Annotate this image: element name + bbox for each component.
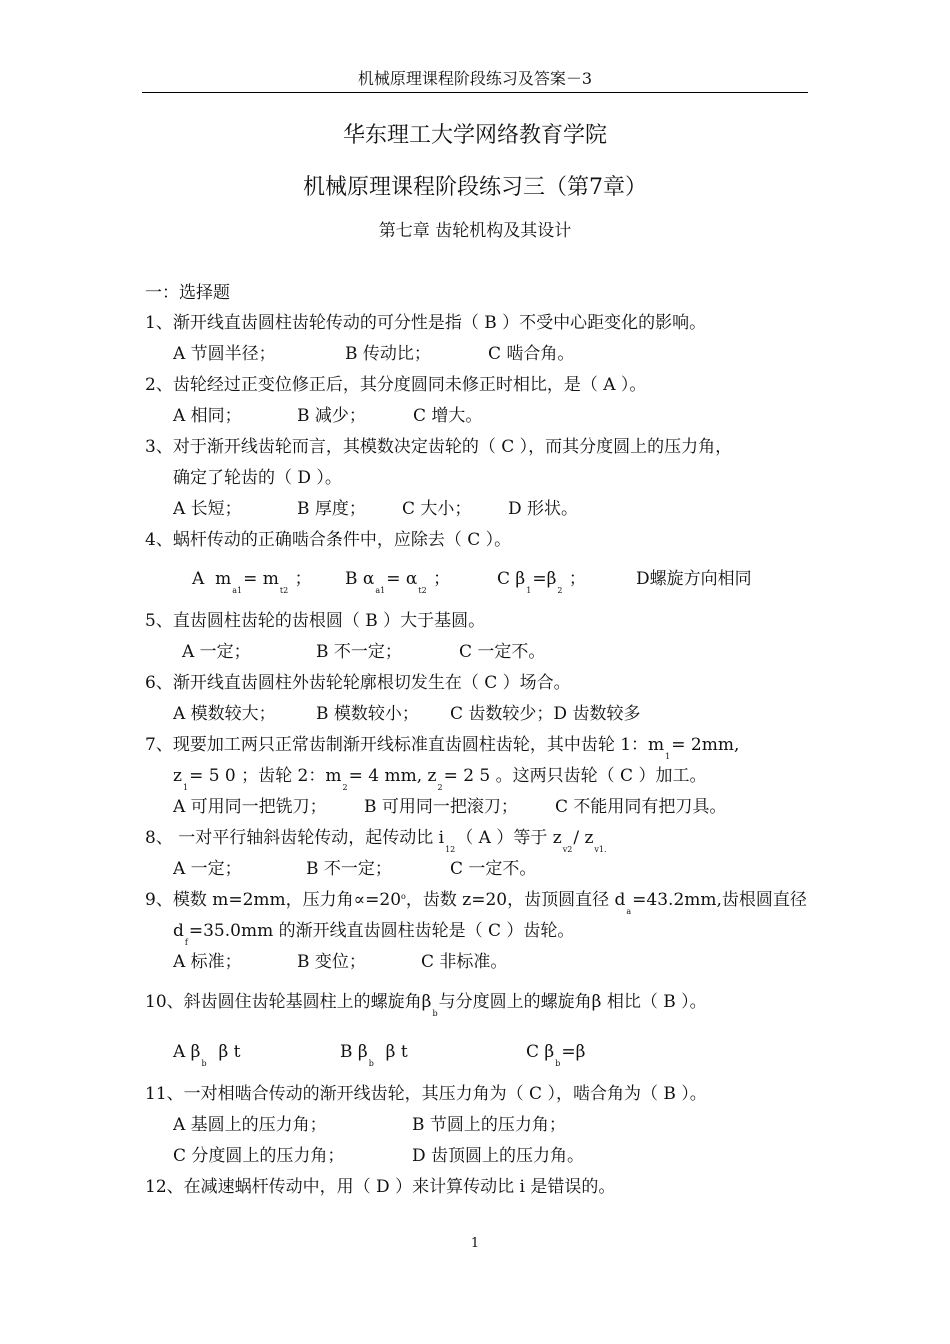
q3-option-b: B 厚度； — [297, 499, 366, 519]
q5-option-c: C 一定不。 — [459, 642, 546, 662]
section-heading: 一：选择题 — [145, 283, 230, 303]
course-title: 机械原理课程阶段练习三（第7章） — [303, 175, 647, 200]
q2-option-b: B 减少； — [297, 406, 366, 426]
q5-option-b: B 不一定； — [316, 642, 402, 662]
q6-option-c: C 齿数较少；D 齿数较多 — [450, 704, 641, 724]
q9-option-b: B 变位； — [297, 952, 366, 972]
question-2: 2、齿轮经过正变位修正后，其分度圆同未修正时相比，是（ A ）。 — [145, 375, 647, 395]
header-rule — [142, 92, 808, 93]
question-1: 1、渐开线直齿圆柱齿轮传动的可分性是指（ B ）不受中心距变化的影响。 — [145, 313, 707, 333]
question-6: 6、渐开线直齿圆柱外齿轮轮廓根切发生在（ C ）场合。 — [145, 673, 571, 693]
q6-option-b: B 模数较小； — [316, 704, 419, 724]
question-10: 10、斜齿圆住齿轮基圆柱上的螺旋角$\beta_b$与分度圆上的螺旋角β 相比（ B ）。 — [145, 992, 707, 1018]
q1-option-a: A 节圆半径； — [173, 344, 276, 364]
q7-option-a: A 可用同一把铣刀； — [173, 797, 327, 817]
question-4: 4、蜗杆传动的正确啮合条件中，应除去（ C ）。 — [145, 530, 512, 550]
q10-option-b: B $\beta_b$ β t — [340, 1042, 408, 1068]
q1-option-b: B 传动比； — [345, 344, 431, 364]
q8-option-c: C 一定不。 — [450, 859, 537, 879]
q1-option-c: C 啮合角。 — [488, 344, 575, 364]
q5-option-a: A 一定； — [182, 642, 251, 662]
q3-option-d: D 形状。 — [508, 499, 579, 519]
question-9-cont: $d_f=35.0mm$ 的渐开线直齿圆柱齿轮是（ C ）齿轮。 — [173, 921, 575, 947]
q4-option-d: D螺旋方向相同 — [636, 569, 752, 589]
question-8: 8、 一对平行轴斜齿轮传动，起传动比 $i_{12}$（ A ）等于 $z_{v2}/$ $z_{v1.}$ — [145, 828, 607, 854]
question-3: 3、对于渐开线齿轮而言，其模数决定齿轮的（ C ），而其分度圆上的压力角， — [145, 437, 733, 457]
question-7-cont: $z_1= 5$ 0 ；齿轮 2：$m_2= 4$ mm, $z_2= 2$ 5 。这两只齿轮（ C ）加工。 — [173, 766, 707, 792]
q3-option-a: A 长短； — [173, 499, 242, 519]
question-7: 7、现要加工两只正常齿制渐开线标准直齿圆柱齿轮，其中齿轮 1：$m_1= 2mm$, — [145, 735, 740, 761]
q4-option-a: A $m_{a1}= m_{t2}$ ； — [192, 569, 312, 595]
q10-option-c: C $\beta_b=\beta$ — [526, 1042, 586, 1068]
chapter-title: 第七章 齿轮机构及其设计 — [378, 221, 572, 241]
q2-option-a: A 相同； — [173, 406, 242, 426]
q7-option-c: C 不能用同有把刀具。 — [555, 797, 727, 817]
q4-option-c: C $\beta_1=\beta_2$ ； — [497, 569, 586, 595]
q11-option-b: B 节圆上的压力角； — [412, 1115, 566, 1135]
question-11: 11、一对相啮合传动的渐开线齿轮，其压力角为（ C ），啮合角为（ B ）。 — [145, 1084, 707, 1104]
q3-option-c: C 大小； — [402, 499, 472, 519]
q8-option-a: A 一定； — [173, 859, 242, 879]
q9-option-a: A 标准； — [173, 952, 242, 972]
q11-option-d: D 齿顶圆上的压力角。 — [412, 1146, 585, 1166]
question-3-cont: 确定了轮齿的（ D ）。 — [173, 468, 342, 488]
q11-option-c: C 分度圆上的压力角； — [173, 1146, 345, 1166]
question-9: 9、模数 m=2mm，压力角$\propto=20^o$，齿数 z=20，齿顶圆直径 $d_a=43.2mm$,齿根圆直径 — [145, 890, 807, 916]
question-5: 5、直齿圆柱齿轮的齿根圆（ B ）大于基圆。 — [145, 611, 486, 631]
q6-option-a: A 模数较大； — [173, 704, 276, 724]
q4-option-b: B $\alpha_{a1}= \alpha_{t2}$ ； — [345, 569, 451, 595]
running-header: 机械原理课程阶段练习及答案－3 — [357, 69, 593, 88]
page-number: 1 — [470, 1236, 480, 1251]
question-12: 12、在减速蜗杆传动中，用（ D ）来计算传动比 i 是错误的。 — [145, 1177, 616, 1197]
q10-option-a: A $\beta_b$ β t — [173, 1042, 241, 1068]
q2-option-c: C 增大。 — [413, 406, 483, 426]
q7-option-b: B 可用同一把滚刀； — [364, 797, 518, 817]
q11-option-a: A 基圆上的压力角； — [173, 1115, 327, 1135]
q9-option-c: C 非标准。 — [421, 952, 508, 972]
q8-option-b: B 不一定； — [306, 859, 392, 879]
school-title: 华东理工大学网络教育学院 — [342, 123, 607, 148]
